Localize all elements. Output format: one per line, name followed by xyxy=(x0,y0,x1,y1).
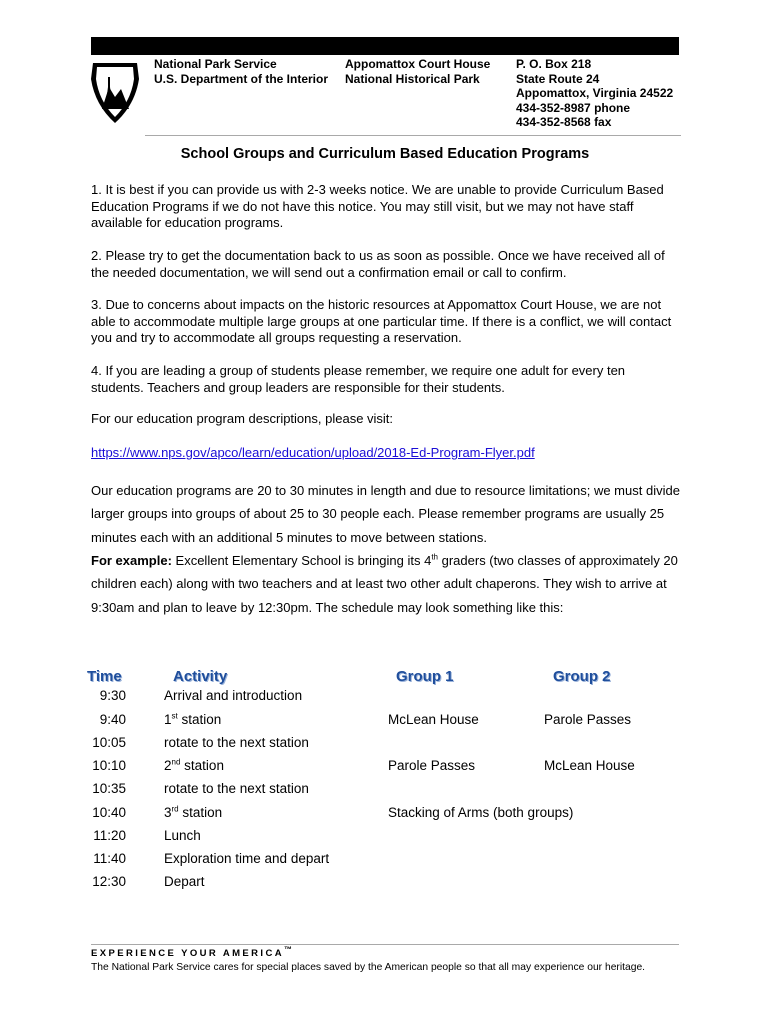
org-line-2: U.S. Department of the Interior xyxy=(154,71,329,86)
schedule-time: 9:40 xyxy=(99,712,126,727)
schedule-activity: 3rd station xyxy=(164,804,223,820)
schedule-time: 10:40 xyxy=(92,805,126,820)
schedule-activity: rotate to the next station xyxy=(164,781,309,796)
schedule-time: 10:35 xyxy=(92,781,126,796)
page-title: School Groups and Curriculum Based Education Programs xyxy=(180,146,590,162)
org-line-1: National Park Service xyxy=(154,57,277,71)
nps-arrowhead-logo xyxy=(89,57,141,125)
schedule-activity: 1st station xyxy=(164,711,222,727)
address-phone: 434-352-8987 phone xyxy=(516,100,631,115)
schedule-activity: Lunch xyxy=(164,828,201,843)
address-line: Appomattox, Virginia 24522 xyxy=(516,86,674,100)
schedule-activity: Arrival and introduction xyxy=(164,688,303,703)
paragraph-chaperones: 4. If you are leading a group of students please remember, we require one adult for every ten students. Teachers and group leaders are responsible for their students. xyxy=(91,363,626,395)
address-block xyxy=(516,57,673,130)
footer-text: The National Park Service cares for special places saved by the American people so that all may experience our heritage. xyxy=(91,962,646,973)
schedule-group1: Stacking of Arms (both groups) xyxy=(388,805,574,820)
example-text-a: Excellent Elementary School is bringing its 4 xyxy=(171,553,432,568)
schedule-header-activity: Activity xyxy=(173,668,228,685)
schedule-time: 12:30 xyxy=(92,874,126,889)
address-line: P. O. Box 218 xyxy=(516,57,592,71)
schedule-activity: Depart xyxy=(164,874,205,889)
schedule-group2: Parole Passes xyxy=(544,712,632,727)
footer-heading: EXPERIENCE YOUR AMERICA™ xyxy=(91,944,295,959)
schedule-time: 10:10 xyxy=(92,758,126,773)
schedule-activity: 2nd station xyxy=(164,757,224,773)
paragraph-impacts: 3. Due to concerns about impacts on the historic resources at Appomattox Court House, we are not able to accommodate multiple large groups at one particular time. If there is a conflict, we will contact you and try to accommodate all groups requesting a reservation. xyxy=(91,297,672,345)
schedule-activity: Exploration time and depart xyxy=(164,851,330,866)
program-flyer-link-row xyxy=(91,445,681,462)
example-label: For example: xyxy=(91,553,172,568)
header-divider xyxy=(145,135,681,136)
schedule-header-time: Time xyxy=(87,668,122,685)
schedule-time: 11:20 xyxy=(93,828,126,843)
schedule-group1: McLean House xyxy=(388,712,479,727)
address-fax: 434-352-8568 fax xyxy=(516,115,612,129)
paragraph-documentation: 2. Please try to get the documentation back to us as soon as possible. Once we have received all of the needed documentation, we will send out a confirmation email or call to confirm. xyxy=(91,248,665,280)
header-black-bar xyxy=(91,37,679,55)
footer-divider xyxy=(91,944,679,945)
park-line-1: Appomattox Court House xyxy=(345,57,491,71)
trademark-symbol: ™ xyxy=(283,944,295,954)
paragraph-visit: For our education program descriptions, please visit: xyxy=(91,411,394,426)
schedule-activity: rotate to the next station xyxy=(164,735,309,750)
schedule-group1: Parole Passes xyxy=(388,758,476,773)
example-text-b: graders (two classes of approximately 20 children each) along with two teachers and at least two other adult chaperons. They wish to arrive at 9:30am and plan to leave by 12:30pm. The schedule may look something like this: xyxy=(91,553,678,615)
schedule-time: 11:40 xyxy=(93,851,126,866)
schedule-group2: McLean House xyxy=(544,758,635,773)
paragraph-notice: 1. It is best if you can provide us with 2-3 weeks notice. We are unable to provide Curriculum Based Education Programs if we do not have this notice. You may still visit, but we may not have staff available for education programs. xyxy=(91,182,664,230)
paragraph-example xyxy=(91,549,691,619)
agency-block xyxy=(154,57,328,86)
address-line: State Route 24 xyxy=(516,71,600,86)
program-flyer-link[interactable]: https://www.nps.gov/apco/learn/education/upload/2018-Ed-Program-Flyer.pdf xyxy=(91,445,535,460)
example-superscript: th xyxy=(431,552,438,562)
paragraph-programs: Our education programs are 20 to 30 minutes in length and due to resource limitations; we must divide larger groups into groups of about 25 to 30 people each. Please remember programs are usually 25 minutes each with an additional 5 minutes to move between stations. xyxy=(91,483,680,545)
schedule-header-group1: Group 1 xyxy=(396,668,454,685)
park-line-2: National Historical Park xyxy=(345,71,480,86)
schedule-time: 9:30 xyxy=(99,688,126,703)
schedule-time: 10:05 xyxy=(92,735,126,750)
schedule-header-group2: Group 2 xyxy=(553,668,611,685)
park-block xyxy=(345,57,490,86)
